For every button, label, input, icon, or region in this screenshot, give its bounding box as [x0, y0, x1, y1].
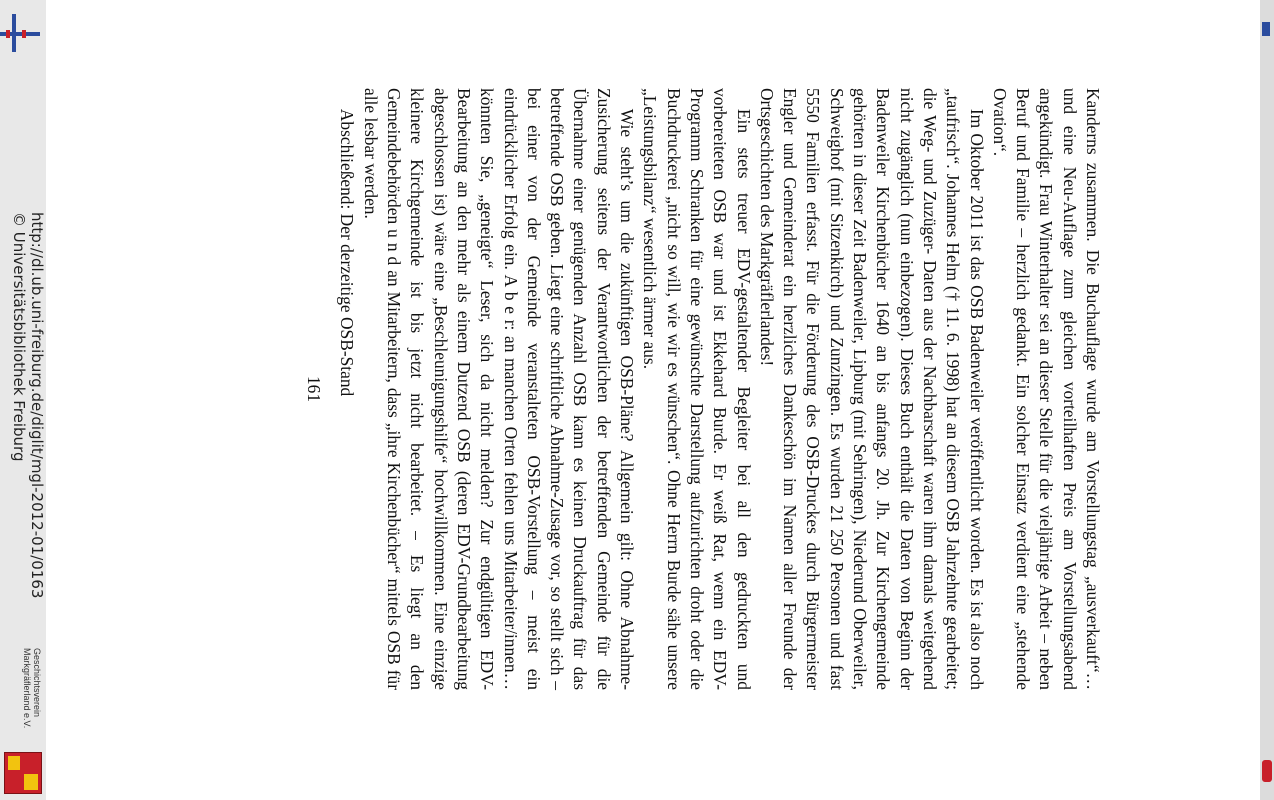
- paragraph-4: Wie steht’s um die zukünftigen OSB-Pläne? Allgemein gilt: Ohne Abnahme-Zusicherung seitens der Verantwortlichen der betreffenden Gemeinde für die Übernahme einer genügenden Anzahl OSB kann es keinen Druckauftrag für das betreffende OSB geben. Liegt eine schriftliche Abnahme-Zusage vor, so stellt sich – bei einer von der Gemeinde veranstalteten OSB-Vorstellung – meist ein eindrücklicher Erfolg ein. A b e r: an manchen Orten fehlen uns Mitarbeiter/innen… könnten Sie, „geneigte“ Leser, sich da nicht melden? Zur endgültigen EDV-Bearbeitung an den mehr als einem Dutzend OSB (deren EDV-Grundbearbeitung abgeschlossen ist) wäre eine „Beschleunigungshilfe“ hochwillkommen. Eine einzige kleinere Kirchgemeinde ist bis jetzt nicht bearbeitet. – Es liegt an den Gemeindebehörden u n d an Mitarbeitern, dass „ihre Kirchenbücher“ mittels OSB für alle lesbar werden.: [360, 88, 638, 690]
- library-logo-icon: [0, 10, 40, 52]
- right-margin: [1260, 0, 1274, 800]
- association-label: [22, 648, 42, 728]
- text-column: [335, 88, 1104, 690]
- page-number: 161: [304, 375, 324, 403]
- right-edge-crest-icon: [1262, 760, 1272, 782]
- footer-url[interactable]: http://dl.ub.uni-freiburg.de/diglit/mgl-2012-01/0163: [28, 212, 46, 599]
- association-line1: Geschichtsverein: [32, 648, 42, 718]
- footer-copyright: © Universitätsbibliothek Freiburg: [10, 212, 28, 462]
- paragraph-3: Ein stets treuer EDV-gestaltender Begleiter bei all den gedruckten und vorbereiteten OSB war und ist Ekkehard Burde. Er weiß Rat, wenn ein EDV-Programm Schranken für eine gewünschte Darstellung aufzurichten droht oder die Buchdruckerei „nicht so will, wie wir es wünschen“. Ohne Herrn Burde sähe unsere „Leistungsbilanz“ wesentlich ärmer aus.: [640, 88, 754, 690]
- right-edge-logo-icon: [1262, 22, 1270, 36]
- page-footer: [10, 212, 46, 598]
- association-line2: Markgräflerland e.V.: [22, 648, 32, 729]
- paragraph-5: Abschließend: Der derzeitige OSB-Stand: [337, 108, 358, 397]
- paragraph-2: Im Oktober 2011 ist das OSB Badenweiler veröffentlicht worden. Es ist also noch „taufrisch“. Johannes Helm († 11. 6. 1998) hat an diesem OSB Jahrzehnte gearbeitet; die Weg- und Zuzüger- Daten aus der Nachbarschaft waren ihm damals weitgehend nicht zugänglich (nun einbezogen). Dieses Buch enthält die Daten von Beginn der Badenweiler Kirchenbücher 1640 an bis anfangs 20. Jh. Zur Kirchengemeinde gehörten in dieser Zeit Badenweiler, Lipburg (mit Sehringen), Niederund Oberweiler, Schweighof (mit Sitzenkirch) und Zunzingen. Es wurden 21 250 Personen und fast 5550 Familien erfasst. Für die Förderung des OSB-Druckes durch Bürgermeister Engler und Gemeinderat ein herzliches Dankeschön im Namen aller Freunde der Ortsgeschichten des Markgräflerlandes!: [756, 88, 987, 690]
- paragraph-1: Kanderns zusammen. Die Buchauflage wurde am Vorstellungstag „ausverkauft“… und eine Neu-Auflage zum gleichen vorteilhaften Preis am Vorstellungsabend angekündigt. Frau Winterhalter sei an dieser Stelle für die vieljährige Arbeit – neben Beruf und Familie – herzlich gedankt. Ein solcher Einsatz verdient eine „stehende Ovation“.: [989, 88, 1103, 690]
- association-crest-icon: [4, 752, 42, 794]
- page-content-rotated: [44, 88, 1104, 690]
